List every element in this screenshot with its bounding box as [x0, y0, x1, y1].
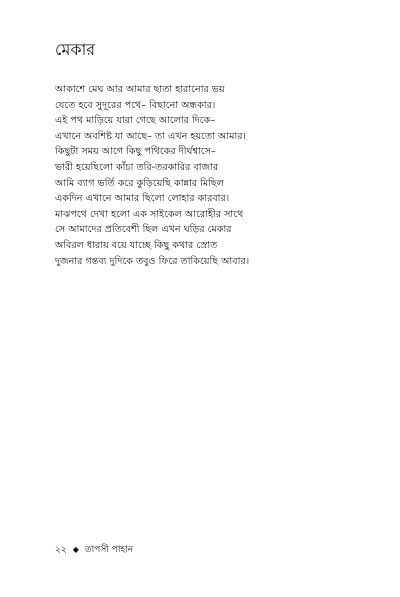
poem-line: এই পথ মাড়িয়ে যারা গেছে আলোর দিকে– [55, 115, 216, 127]
poem-body [55, 82, 375, 269]
poem-line: আকাশে মেঘ আর আমার ছাতা হারানোর ভয় [55, 84, 225, 95]
poem-line: কিছুটা সময় আগে কিছু পথিকের দীর্ঘশ্বাসে– [55, 146, 216, 158]
poem-line: এখানে অবশিষ্ট যা আছে– তা এখন হয়তো আমার। [55, 130, 246, 142]
poem-title: মেকার [55, 40, 96, 59]
poem-line: ভারী হয়েছিলো কাঁচা তরি-তরকারির বাজার [55, 161, 219, 173]
poem-line: অবিরল ধারায় বয়ে যাচ্ছে কিছু কথার স্রোত [55, 239, 218, 251]
poem-line: যেতে হবে সুদূরের পথে– বিছানো অন্ধকার। [55, 99, 216, 111]
diamond-icon: ◆ [72, 545, 79, 554]
page-footer [55, 544, 133, 556]
poem-line: সে আমাদের প্রতিবেশী ছিল এখন ঘড়ির মেকার [55, 224, 232, 236]
author-name: তাপসী পাহান [84, 545, 134, 555]
poem-line: দুজনার গন্তব্য দুদিকে তবুও ফিরে তাকিয়েছি আবার। [55, 255, 250, 267]
page-number: ২২ [55, 545, 67, 555]
poem-line: আমি ব্যাগ ভর্তি করে কুড়িয়েছি কান্নার মিছিল [55, 177, 224, 189]
poem-line: মাঝপথে দেখা হলো এক সাইকেল আরোহীর সাথে [55, 208, 244, 220]
poem-line: একদিন এখানে আমার ছিলো লোহার কারবার। [55, 193, 230, 205]
